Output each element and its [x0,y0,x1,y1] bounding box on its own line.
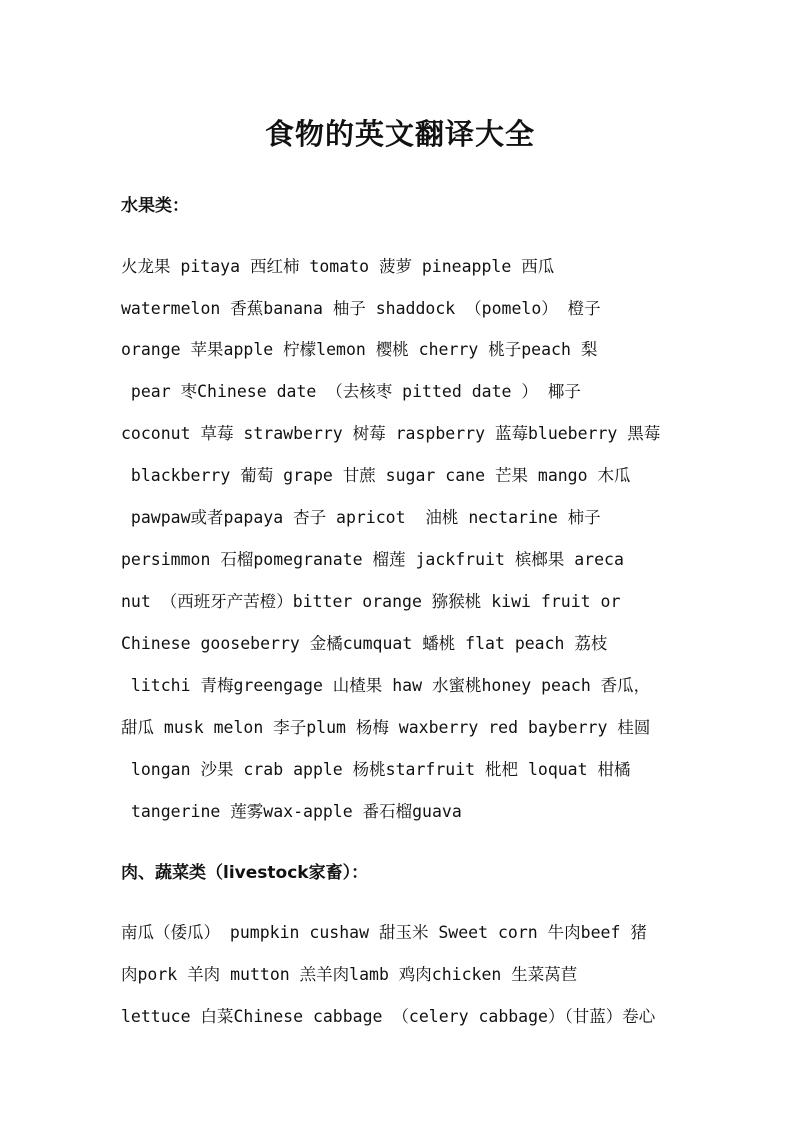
text-line: lettuce 白菜Chinese cabbage （celery cabbage）（甘蓝）卷心 [121,1007,656,1026]
text-line: Chinese gooseberry 金橘cumquat 蟠桃 flat peach 荔枝 [121,634,608,653]
text-line: pear 枣Chinese date （去核枣 pitted date ） 椰子 [121,382,581,401]
text-line: 南瓜（倭瓜） pumpkin cushaw 甜玉米 Sweet corn 牛肉beef 猪 [121,923,647,942]
text-line: 火龙果 pitaya 西红柿 tomato 菠萝 pineapple 西瓜 [121,257,555,276]
section-heading-meat-vegetables: 肉、蔬菜类（livestock家畜）： [121,863,369,883]
text-line: nut （西班牙产苦橙）bitter orange 猕猴桃 kiwi fruit or [121,592,621,611]
text-line: litchi 青梅greengage 山楂果 haw 水蜜桃honey peach 香瓜， [121,676,651,695]
text-line: blackberry 葡萄 grape 甘蔗 sugar cane 芒果 mango 木瓜 [121,466,631,485]
text-line: longan 沙果 crab apple 杨桃starfruit 枇杷 loquat 柑橘 [121,760,631,779]
section-heading-fruits: 水果类： [121,196,189,216]
text-line: persimmon 石榴pomegranate 榴莲 jackfruit 槟榔果 areca [121,550,624,569]
text-line: tangerine 莲雾wax-apple 番石榴guava [121,802,462,821]
text-line: 肉pork 羊肉 mutton 羔羊肉lamb 鸡肉chicken 生菜莴苣 [121,965,578,984]
text-line: pawpaw或者papaya 杏子 apricot 油桃 nectarine 柿子 [121,508,601,527]
text-line: orange 苹果apple 柠檬lemon 樱桃 cherry 桃子peach 梨 [121,340,598,359]
page-title: 食物的英文翻译大全 [264,117,535,151]
text-line: 甜瓜 musk melon 李子plum 杨梅 waxberry red bayberry 桂圆 [121,718,651,737]
text-line: coconut 草莓 strawberry 树莓 raspberry 蓝莓blueberry 黑莓 [121,424,661,443]
text-line: watermelon 香蕉banana 柚子 shaddock （pomelo） 橙子 [121,299,601,318]
